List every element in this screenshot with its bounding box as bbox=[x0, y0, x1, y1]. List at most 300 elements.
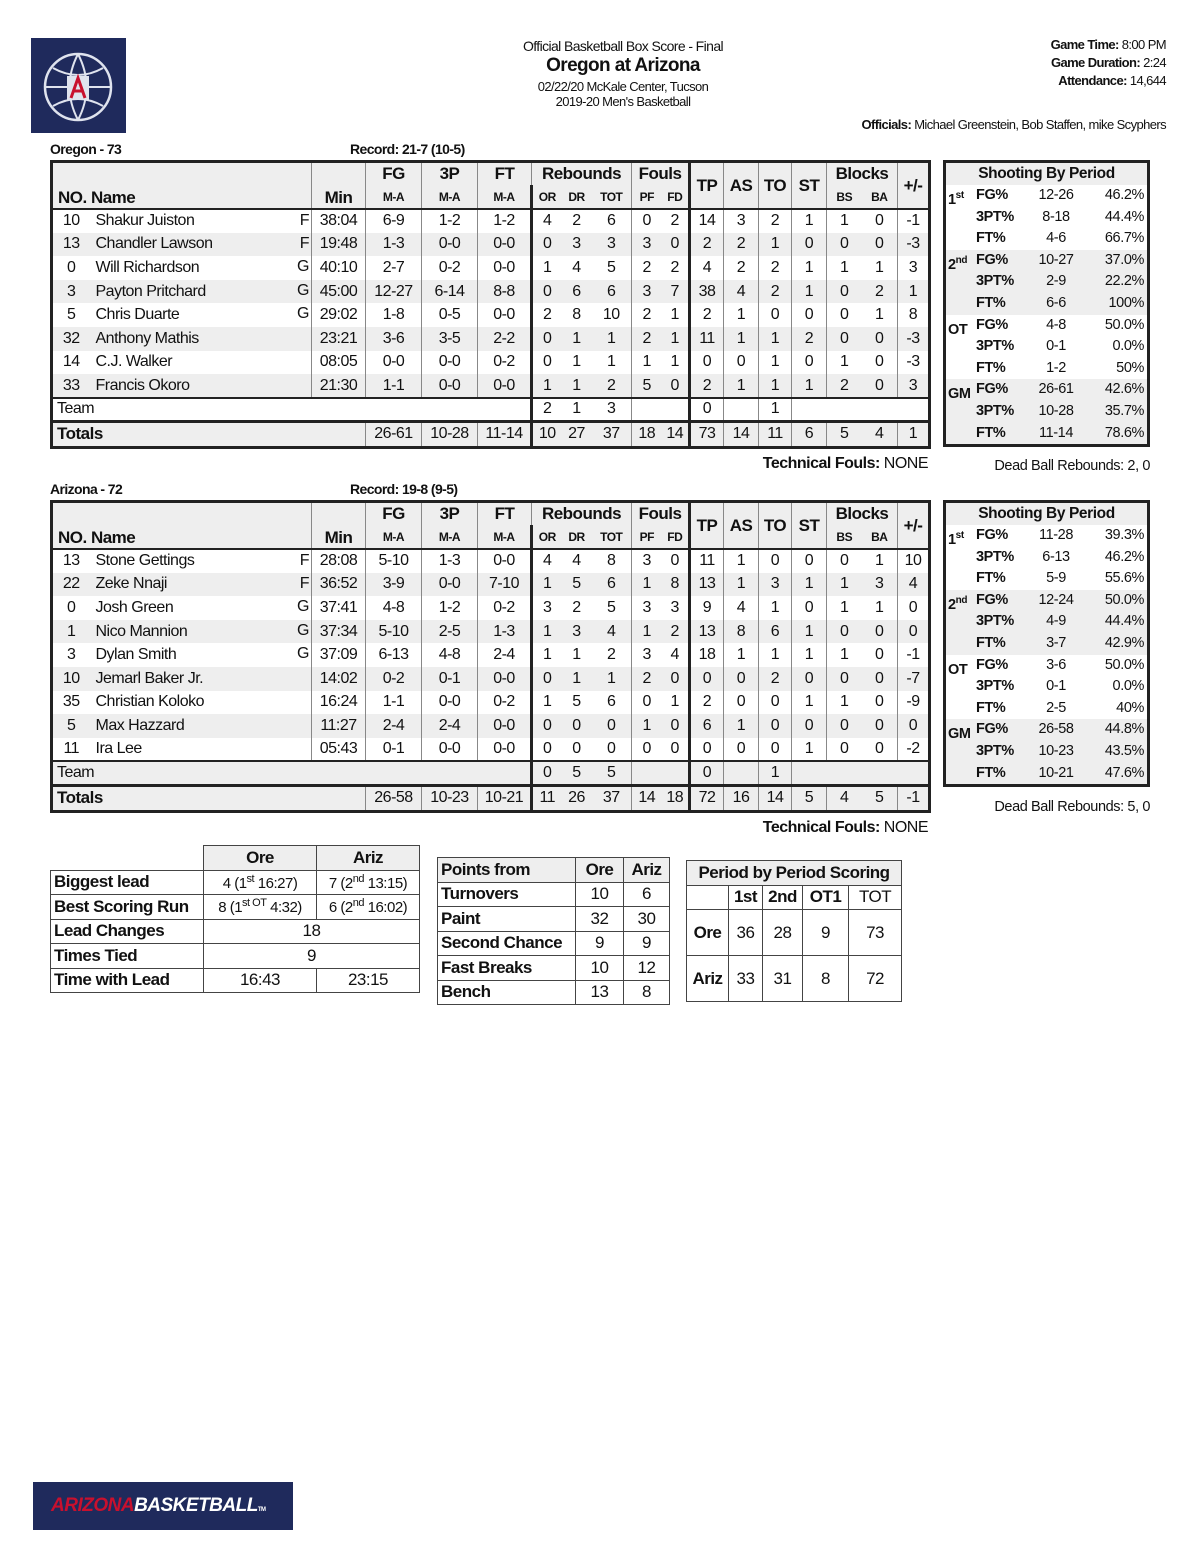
stat-cell: 0 bbox=[632, 691, 662, 715]
col-header: M-A bbox=[366, 185, 422, 209]
made-attempted: 4-6 bbox=[1046, 230, 1066, 247]
stat-cell: 10 bbox=[898, 549, 930, 573]
score-cell: 8 bbox=[803, 956, 849, 1002]
player-row bbox=[52, 374, 930, 398]
player-row bbox=[52, 667, 930, 691]
player-position: G bbox=[297, 598, 309, 616]
stat-cell: 2 bbox=[690, 374, 724, 398]
game-title: Oregon at Arizona bbox=[546, 55, 700, 76]
stat-cell: 1 bbox=[759, 327, 792, 351]
percentage: 50% bbox=[1116, 359, 1144, 376]
stat-cell: 29:02 bbox=[312, 303, 366, 327]
stat-cell: -3 bbox=[898, 327, 930, 351]
col-header: TO bbox=[759, 162, 792, 210]
team-record: Record: 21-7 (10-5) bbox=[350, 141, 465, 157]
made-attempted: 3-6 bbox=[1046, 656, 1066, 673]
player-row bbox=[52, 303, 930, 327]
stat-type: FG% bbox=[976, 187, 1008, 203]
made-attempted: 5-9 bbox=[1046, 570, 1066, 587]
period-label bbox=[946, 336, 976, 358]
stat-cell: 2 bbox=[827, 374, 862, 398]
col-header: FT bbox=[478, 162, 532, 186]
stat-cell: -1 bbox=[898, 643, 930, 667]
shooting-row bbox=[946, 590, 1147, 612]
jersey-number: 3 bbox=[67, 646, 76, 664]
col-header: M-A bbox=[478, 525, 532, 549]
period-label: OT bbox=[948, 661, 968, 678]
category: Fast Breaks bbox=[438, 956, 576, 981]
stat-cell: 2 bbox=[724, 256, 759, 280]
stat-cell: 0 bbox=[532, 233, 562, 257]
stat-cell: 5 bbox=[607, 599, 616, 617]
player-name-cell bbox=[90, 256, 312, 280]
stat-cell: 0 bbox=[724, 667, 759, 691]
jersey-number: 0 bbox=[67, 599, 76, 617]
stat-cell: 2-4 bbox=[366, 714, 422, 738]
period-col: 2nd bbox=[763, 885, 803, 910]
team-label: Team bbox=[52, 761, 532, 785]
stat-cell: 1 bbox=[792, 374, 827, 398]
stat-cell: 9 bbox=[690, 596, 724, 620]
player-name-cell bbox=[90, 596, 312, 620]
made-attempted: 8-18 bbox=[1042, 208, 1070, 225]
col-header: Min bbox=[312, 502, 366, 550]
col-header: TP bbox=[690, 162, 724, 210]
stat-cell: 6 bbox=[562, 280, 592, 304]
stat-cell: 0 bbox=[827, 738, 862, 762]
player-position: F bbox=[299, 552, 309, 570]
duration-label: Game Duration: bbox=[1050, 55, 1141, 70]
stat-cell: 0 bbox=[875, 212, 884, 230]
player-name-cell bbox=[90, 327, 312, 351]
period-label: 2nd bbox=[948, 594, 968, 613]
stat-cell: 1 bbox=[724, 573, 759, 597]
total-cell: 14 bbox=[724, 421, 759, 447]
stat-cell: 0 bbox=[862, 620, 898, 644]
stat-cell: 1-8 bbox=[366, 303, 422, 327]
jersey-number: 11 bbox=[63, 740, 80, 758]
stat-cell: 4 bbox=[572, 552, 581, 570]
points-from-row bbox=[438, 931, 670, 956]
stat-cell: 4 bbox=[670, 646, 679, 664]
game-info bbox=[1051, 36, 1166, 90]
player-name: Christian Koloko bbox=[95, 693, 204, 711]
stat-cell: 0 bbox=[792, 303, 827, 327]
player-name: Nico Mannion bbox=[95, 622, 188, 640]
col-header: M-A bbox=[478, 185, 532, 209]
stat-cell: 6 bbox=[690, 714, 724, 738]
stat-cell: 13 bbox=[690, 620, 724, 644]
stat-cell: 0 bbox=[875, 693, 884, 711]
stat-cell: 2 bbox=[690, 233, 724, 257]
stat-cell: 0 bbox=[670, 740, 679, 758]
player-row bbox=[52, 643, 930, 667]
ariz-biggest-lead: 7 (2nd 13:15) bbox=[317, 870, 420, 895]
stat-cell: 1 bbox=[792, 280, 827, 304]
player-row bbox=[52, 620, 930, 644]
stat-cell: 1 bbox=[827, 691, 862, 715]
stat-cell: 0-2 bbox=[366, 667, 422, 691]
total-cell: 37 bbox=[592, 785, 632, 811]
ore-value: 10 bbox=[576, 882, 624, 907]
total-cell: 4 bbox=[827, 785, 862, 811]
stat-cell: 8 bbox=[898, 303, 930, 327]
stat-cell: 21:30 bbox=[312, 374, 366, 398]
ariz-value: 6 bbox=[624, 882, 670, 907]
score-cell: 72 bbox=[849, 956, 902, 1002]
stat-cell: 1 bbox=[759, 374, 792, 398]
stat-cell: 0 bbox=[827, 280, 862, 304]
arizona-basketball-logo: ARIZONABASKETBALLTM bbox=[33, 1482, 293, 1530]
period-col: OT1 bbox=[803, 885, 849, 910]
stat-cell: 0 bbox=[792, 549, 827, 573]
stat-cell: 3 bbox=[592, 398, 632, 422]
stat-cell: 0 bbox=[898, 596, 930, 620]
period-label: OT bbox=[948, 321, 968, 338]
totals-row bbox=[52, 421, 930, 447]
stat-cell: 2-4 bbox=[422, 714, 478, 738]
player-position: G bbox=[297, 281, 309, 299]
col-header: NO. Name bbox=[52, 502, 312, 550]
stat-cell: 5 bbox=[572, 693, 581, 711]
report-subtitle: Official Basketball Box Score - Final bbox=[522, 38, 724, 54]
player-row bbox=[52, 596, 930, 620]
stat-cell: 14:02 bbox=[312, 667, 366, 691]
player-name-cell bbox=[90, 738, 312, 762]
percentage: 42.9% bbox=[1104, 634, 1144, 651]
stat-type: FT% bbox=[976, 424, 1006, 441]
made-attempted: 2-5 bbox=[1046, 699, 1066, 716]
stat-type: FT% bbox=[976, 570, 1006, 587]
total-cell: 6 bbox=[792, 421, 827, 447]
stat-cell: 1 bbox=[632, 620, 662, 644]
category: Turnovers bbox=[438, 882, 576, 907]
stat-cell: 2-7 bbox=[366, 256, 422, 280]
shooting-row bbox=[946, 207, 1147, 229]
stat-cell: 0 bbox=[532, 667, 562, 691]
stat-cell: 0 bbox=[827, 233, 862, 257]
jersey-number: 3 bbox=[52, 280, 90, 304]
shooting-row bbox=[946, 271, 1147, 293]
ariz-header: Ariz bbox=[317, 846, 420, 871]
stat-type: FG% bbox=[976, 591, 1008, 608]
player-row bbox=[52, 714, 930, 738]
total-cell: 4 bbox=[862, 421, 898, 447]
stat-cell: 11 bbox=[690, 549, 724, 573]
col-header: Blocks bbox=[827, 162, 898, 186]
made-attempted: 10-28 bbox=[1038, 402, 1074, 419]
made-attempted: 0-1 bbox=[1046, 338, 1066, 355]
stat-cell: 1 bbox=[792, 691, 827, 715]
stat-cell: 1 bbox=[532, 620, 562, 644]
stat-cell: 1 bbox=[724, 303, 759, 327]
total-cell: 5 bbox=[862, 785, 898, 811]
stat-cell: 2 bbox=[592, 374, 632, 398]
stat-type: FG% bbox=[976, 527, 1008, 543]
stat-cell: 1 bbox=[724, 643, 759, 667]
period-label: GM bbox=[948, 726, 971, 743]
ore-biggest-lead: 4 (1st 16:27) bbox=[204, 870, 317, 895]
stat-cell: 0 bbox=[862, 327, 898, 351]
col-header: BS bbox=[827, 185, 862, 209]
col-header: M-A bbox=[422, 185, 478, 209]
stat-cell: 0-0 bbox=[478, 714, 532, 738]
player-name: Stone Gettings bbox=[95, 552, 195, 570]
stat-cell: 0-0 bbox=[478, 256, 532, 280]
stat-cell: 2 bbox=[632, 667, 662, 691]
stat-cell: 3 bbox=[632, 596, 662, 620]
stat-cell: 4 bbox=[724, 596, 759, 620]
stat-cell: 2 bbox=[759, 280, 792, 304]
stat-cell: 3 bbox=[898, 374, 930, 398]
percentage: 50.0% bbox=[1104, 591, 1144, 608]
stat-cell: 3 bbox=[632, 280, 662, 304]
stat-cell: 2 bbox=[572, 599, 581, 617]
stat-cell: 1-1 bbox=[366, 691, 422, 715]
stat-cell: 3 bbox=[632, 233, 662, 257]
percentage: 40% bbox=[1116, 699, 1144, 716]
stat-cell: 1 bbox=[827, 643, 862, 667]
stat-cell: 8 bbox=[662, 573, 690, 597]
game-stats-table bbox=[50, 845, 420, 993]
ariz-header: Ariz bbox=[624, 858, 670, 883]
stat-cell: 0 bbox=[759, 549, 792, 573]
period-label bbox=[946, 633, 976, 655]
points-from-row bbox=[438, 980, 670, 1005]
col-header: Fouls bbox=[632, 502, 690, 526]
period-label: GM bbox=[948, 386, 971, 403]
col-header: Rebounds bbox=[532, 162, 632, 186]
team-label: Ore bbox=[687, 910, 729, 956]
stat-cell: 1 bbox=[759, 233, 792, 257]
stat-cell: 0 bbox=[792, 351, 827, 375]
period-label bbox=[946, 698, 976, 720]
stat-cell: 3 bbox=[562, 620, 592, 644]
ariz-value: 30 bbox=[624, 907, 670, 932]
stat-cell: 0 bbox=[862, 714, 898, 738]
stat-cell: 1 bbox=[572, 353, 581, 371]
shooting-title: Shooting By Period bbox=[946, 163, 1147, 185]
total-cell: 26-61 bbox=[366, 421, 422, 447]
total-cell: 1 bbox=[898, 421, 930, 447]
period-label bbox=[946, 207, 976, 229]
stat-cell: 1 bbox=[759, 398, 792, 422]
stat-cell: 7 bbox=[662, 280, 690, 304]
stat-cell: 1 bbox=[532, 573, 562, 597]
stat-type: FT% bbox=[976, 230, 1006, 247]
jersey-number: 5 bbox=[52, 714, 90, 738]
ore-header: Ore bbox=[576, 858, 624, 883]
stat-cell: 3 bbox=[632, 643, 662, 667]
points-from-row bbox=[438, 956, 670, 981]
col-header: FD bbox=[662, 185, 690, 209]
stat-cell: 13 bbox=[690, 573, 724, 597]
stat-cell: 0 bbox=[875, 646, 884, 664]
officials bbox=[862, 117, 1166, 132]
stat-cell: 7-10 bbox=[478, 573, 532, 597]
player-name: Francis Okoro bbox=[95, 376, 190, 394]
stat-cell: 37:34 bbox=[312, 620, 366, 644]
stat-cell: 3 bbox=[592, 233, 632, 257]
stat-cell: 0 bbox=[532, 327, 562, 351]
stat-cell: 0-2 bbox=[478, 596, 532, 620]
stat-cell: 1 bbox=[632, 351, 662, 375]
made-attempted: 4-9 bbox=[1046, 613, 1066, 630]
player-name-cell bbox=[90, 667, 312, 691]
stat-cell: 8 bbox=[572, 306, 581, 324]
stat-cell: 2 bbox=[632, 256, 662, 280]
stat-cell: 6 bbox=[592, 280, 632, 304]
col-header: Fouls bbox=[632, 162, 690, 186]
stat-cell: 2-5 bbox=[422, 620, 478, 644]
player-name: C.J. Walker bbox=[95, 353, 173, 371]
stat-cell: 0 bbox=[632, 209, 662, 233]
officials-names: Michael Greenstein, Bob Staffen, mike Scyphers bbox=[914, 117, 1166, 132]
col-header: +/- bbox=[898, 502, 930, 550]
totals-row bbox=[52, 785, 930, 811]
technical-fouls: Technical Fouls: NONE bbox=[762, 819, 928, 836]
stat-cell: 3 bbox=[562, 233, 592, 257]
points-from-header: Points from bbox=[438, 858, 576, 883]
col-header: Rebounds bbox=[532, 502, 632, 526]
stat-cell: 1 bbox=[792, 620, 827, 644]
made-attempted: 1-2 bbox=[1046, 359, 1066, 376]
stat-cell: 11 bbox=[690, 327, 724, 351]
stat-cell: 1 bbox=[792, 738, 827, 762]
col-header: BS bbox=[827, 525, 862, 549]
stat-cell: 3 bbox=[670, 599, 679, 617]
team-row bbox=[52, 398, 930, 422]
col-header: PF bbox=[632, 525, 662, 549]
total-cell: 27 bbox=[562, 421, 592, 447]
stat-cell: 1 bbox=[562, 327, 592, 351]
score-cell: 36 bbox=[729, 910, 763, 956]
percentage: 35.7% bbox=[1104, 402, 1144, 419]
stat-cell: 0 bbox=[670, 552, 679, 570]
biggest-lead-label: Biggest lead bbox=[51, 870, 204, 895]
shooting-row bbox=[946, 719, 1147, 741]
stat-type: 3PT% bbox=[976, 613, 1014, 630]
total-cell: 11 bbox=[532, 785, 562, 811]
stat-cell: 3 bbox=[632, 549, 662, 573]
stat-cell: 0-0 bbox=[478, 233, 532, 257]
stat-type: FT% bbox=[976, 699, 1006, 716]
player-row bbox=[52, 280, 930, 304]
stat-cell: 37:41 bbox=[312, 596, 366, 620]
stat-cell: 2 bbox=[632, 303, 662, 327]
stat-cell: 40:10 bbox=[312, 256, 366, 280]
jersey-number: 13 bbox=[62, 552, 80, 570]
total-cell: 73 bbox=[690, 421, 724, 447]
stat-cell: 0-0 bbox=[478, 374, 532, 398]
stat-cell: 1 bbox=[759, 761, 792, 785]
best-run-label: Best Scoring Run bbox=[51, 895, 204, 920]
stat-cell: 0 bbox=[690, 398, 724, 422]
stat-cell: 1 bbox=[607, 353, 616, 371]
stat-cell: 3 bbox=[724, 209, 759, 233]
stat-cell: 2 bbox=[792, 327, 827, 351]
stat-cell: 1 bbox=[898, 280, 930, 304]
player-name: Anthony Mathis bbox=[95, 329, 199, 347]
stat-cell: 0-0 bbox=[422, 691, 478, 715]
lead-changes-label: Lead Changes bbox=[51, 919, 204, 944]
dead-ball-rebounds: Dead Ball Rebounds: 5, 0 bbox=[994, 799, 1150, 815]
stat-cell: 4 bbox=[592, 620, 632, 644]
stat-cell: 0-0 bbox=[422, 573, 478, 597]
player-position: G bbox=[297, 645, 309, 663]
stat-cell: 0 bbox=[690, 667, 724, 691]
stat-cell: 38 bbox=[690, 280, 724, 304]
totals-label: Totals bbox=[52, 785, 366, 811]
stat-cell: 8-8 bbox=[478, 280, 532, 304]
ore-header: Ore bbox=[204, 846, 317, 871]
stat-cell: 3 bbox=[759, 573, 792, 597]
made-attempted: 10-27 bbox=[1038, 251, 1074, 268]
made-attempted: 11-14 bbox=[1038, 424, 1073, 441]
points-from-table bbox=[437, 857, 670, 1005]
stat-cell: 1 bbox=[875, 552, 884, 570]
total-cell: 37 bbox=[592, 421, 632, 447]
stat-cell: 0 bbox=[532, 351, 562, 375]
col-header: Min bbox=[312, 162, 366, 210]
stat-cell: 4-8 bbox=[422, 643, 478, 667]
stat-cell: 1 bbox=[759, 596, 792, 620]
game-time: 8:00 PM bbox=[1121, 37, 1166, 52]
made-attempted: 4-8 bbox=[1046, 316, 1066, 333]
player-name: Josh Green bbox=[95, 599, 174, 617]
ariz-best-run: 6 (2nd 16:02) bbox=[317, 895, 420, 920]
stat-cell: 0 bbox=[607, 740, 616, 758]
jersey-number: 22 bbox=[52, 573, 90, 597]
total-cell: 26-58 bbox=[366, 785, 422, 811]
total-cell: 10-23 bbox=[422, 785, 478, 811]
stat-type: 3PT% bbox=[976, 548, 1014, 565]
stat-cell: 0 bbox=[862, 374, 898, 398]
dead-ball-rebounds: Dead Ball Rebounds: 2, 0 bbox=[994, 458, 1150, 474]
shooting-row bbox=[946, 250, 1147, 272]
team-label: Ariz bbox=[687, 956, 729, 1002]
stat-cell: 1 bbox=[827, 209, 862, 233]
col-header: +/- bbox=[898, 162, 930, 210]
stat-cell: 2 bbox=[662, 620, 690, 644]
total-cell: 10-28 bbox=[422, 421, 478, 447]
stat-cell: 1 bbox=[759, 643, 792, 667]
box-score-table bbox=[50, 160, 931, 449]
made-attempted: 26-58 bbox=[1038, 721, 1074, 738]
stat-cell: 0 bbox=[532, 761, 562, 785]
stat-cell: 1 bbox=[724, 327, 759, 351]
made-attempted: 0-1 bbox=[1046, 678, 1066, 695]
stat-cell: 19:48 bbox=[312, 233, 366, 257]
stat-cell: 6-14 bbox=[422, 280, 478, 304]
jersey-number: 32 bbox=[52, 327, 90, 351]
stat-cell: 1-2 bbox=[478, 209, 532, 233]
total-cell: 14 bbox=[759, 785, 792, 811]
stat-cell: 1 bbox=[532, 374, 562, 398]
stat-cell: 1 bbox=[827, 596, 862, 620]
stat-cell: 4-8 bbox=[366, 596, 422, 620]
period-label bbox=[946, 763, 976, 785]
percentage: 46.2% bbox=[1104, 187, 1144, 203]
stat-cell: 0 bbox=[592, 714, 632, 738]
period-label bbox=[946, 676, 976, 698]
stat-type: FT% bbox=[976, 359, 1006, 376]
stat-cell: 1 bbox=[724, 714, 759, 738]
percentage: 55.6% bbox=[1104, 570, 1144, 587]
stat-type: FT% bbox=[976, 764, 1006, 781]
shooting-row bbox=[946, 741, 1147, 763]
stat-cell: 2 bbox=[607, 646, 616, 664]
